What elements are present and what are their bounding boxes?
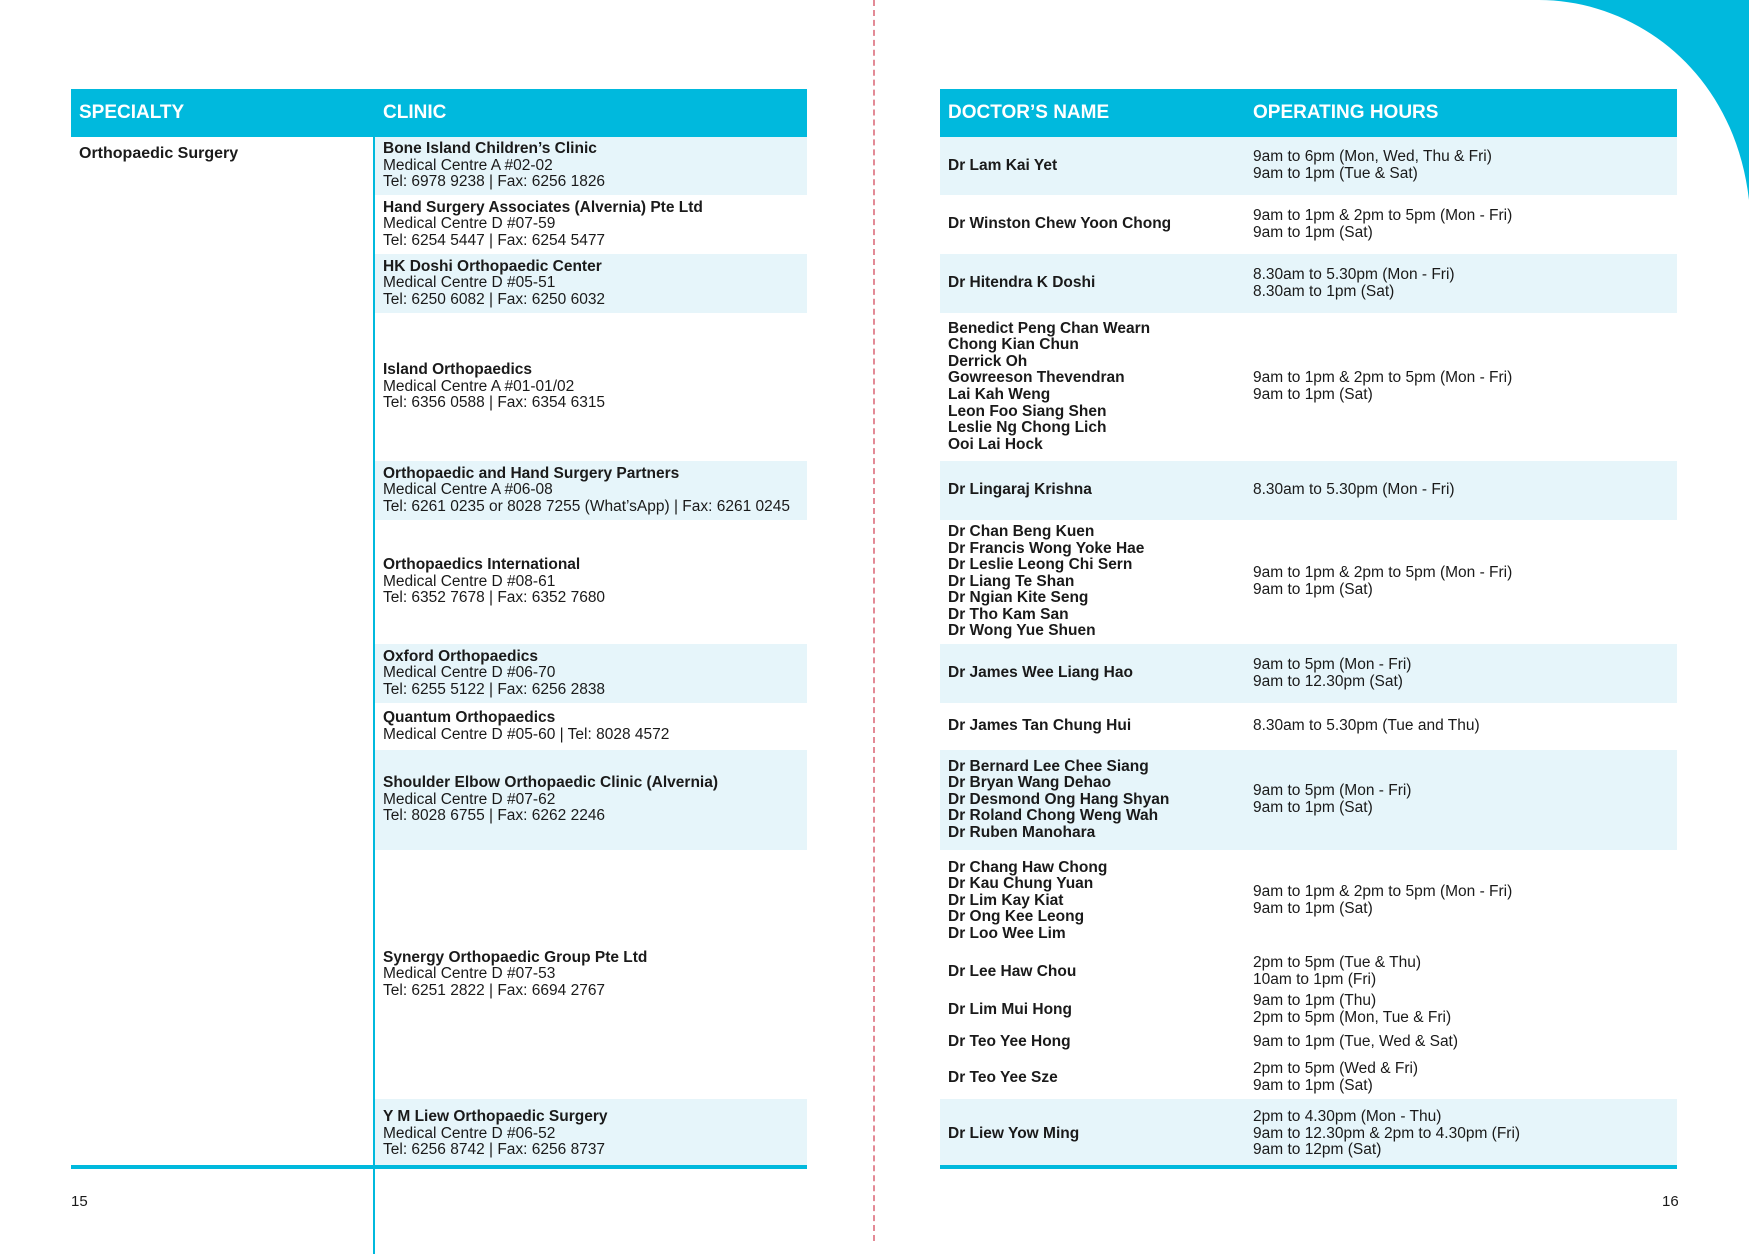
doctor-row [940,313,1677,461]
doctor-name: Dr Bernard Lee Chee Siang [948,757,1149,775]
doctor-name: Dr Liew Yow Ming [948,1124,1080,1142]
operating-hours-line: 9am to 12.30pm & 2pm to 4.30pm (Fri) [1253,1124,1521,1142]
operating-hours-line: 9am to 1pm (Tue & Sat) [1253,165,1418,182]
doctor-row [940,850,1677,952]
doctor-name: Leon Foo Siang Shen [948,402,1107,420]
operating-hours-line: 9am to 12.30pm (Sat) [1253,672,1403,690]
doctor-name-header: DOCTOR’S NAME [948,102,1110,123]
operating-hours-line: 9am to 6pm (Mon, Wed, Thu & Fri) [1253,148,1492,166]
doctor-name: Dr Lingaraj Krishna [948,481,1092,499]
clinic-address: Medical Centre D #06-70 [383,664,556,682]
doctor-names-cell [940,137,1245,195]
specialty-name: Orthopaedic Surgery [79,145,239,162]
clinic-address: Medical Centre D #07-53 [383,965,556,983]
doctor-row [940,1028,1677,1057]
doctor-row [940,1099,1677,1169]
doctor-name: Dr Tho Kam San [948,605,1069,623]
doctor-name: Dr Leslie Leong Chi Sern [948,556,1133,574]
operating-hours-cell [1245,520,1677,644]
right-table-header [940,89,1677,137]
operating-hours-line: 8.30am to 5.30pm (Mon - Fri) [1253,481,1455,499]
doctor-row [940,195,1677,254]
clinic-address: Medical Centre D #07-62 [383,790,556,808]
doctor-row [940,520,1677,644]
doctor-row [940,952,1677,992]
clinic-name: Bone Island Children’s Clinic [383,140,597,158]
doctor-name: Lai Kah Weng [948,386,1051,403]
operating-hours-line: 2pm to 4.30pm (Mon - Thu) [1253,1108,1442,1126]
clinic-address: Medical Centre D #05-51 [383,274,556,292]
doctor-names-cell [940,644,1245,703]
doctor-names-cell [940,313,1245,461]
clinic-address: Medical Centre D #07-59 [383,215,556,233]
doctor-name: Dr Liang Te Shan [948,572,1075,590]
doctor-name: Dr Chang Haw Chong [948,858,1108,876]
clinic-contact: Tel: 8028 6755 | Fax: 6262 2246 [383,807,606,825]
doctor-name: Dr Ngian Kite Seng [948,589,1089,607]
doctor-row [940,137,1677,195]
clinic-row [375,137,807,195]
clinic-row [375,1099,807,1169]
clinic-name: Y M Liew Orthopaedic Surgery [383,1108,608,1126]
doctor-name: Dr Chan Beng Kuen [948,522,1095,540]
operating-hours-cell [1245,313,1677,461]
operating-hours-line: 8.30am to 5.30pm (Tue and Thu) [1253,717,1480,735]
clinic-row [375,313,807,461]
doctor-name: Dr Lim Mui Hong [948,1000,1072,1018]
page-number-right: 16 [1662,1193,1679,1210]
left-bottom-rule [71,1165,807,1169]
clinic-row [375,750,807,850]
operating-hours-line: 2pm to 5pm (Mon, Tue & Fri) [1253,1009,1452,1026]
clinic-row [375,254,807,313]
operating-hours-cell [1245,137,1677,195]
clinic-contact: Tel: 6352 7678 | Fax: 6352 7680 [383,589,606,607]
operating-hours-line: 9am to 5pm (Mon - Fri) [1253,782,1412,800]
doctor-row [940,703,1677,750]
operating-hours-line: 9am to 12pm (Sat) [1253,1141,1382,1159]
left-table-header [71,89,807,137]
clinic-contact: Tel: 6255 5122 | Fax: 6256 2838 [383,680,606,698]
doctor-rows [940,137,1677,1169]
doctor-row [940,1057,1677,1099]
doctor-name: Dr Francis Wong Yoke Hae [948,539,1145,557]
doctor-names-cell [940,992,1245,1028]
doctor-name: Dr James Tan Chung Hui [948,717,1132,735]
doctor-names-cell [940,1028,1245,1057]
operating-hours-line: 9am to 1pm & 2pm to 5pm (Mon - Fri) [1253,206,1513,224]
doctor-names-cell [940,952,1245,992]
operating-hours-cell [1245,703,1677,750]
clinic-contact: Tel: 6250 6082 | Fax: 6250 6032 [383,290,606,308]
operating-hours-line: 9am to 5pm (Mon - Fri) [1253,655,1412,673]
doctor-name: Dr Lee Haw Chou [948,962,1077,980]
operating-hours-cell [1245,461,1677,520]
clinic-contact: Tel: 6254 5447 | Fax: 6254 5477 [383,231,606,249]
doctor-name: Chong Kian Chun [948,336,1079,354]
clinic-column [375,137,807,1169]
doctor-name: Dr Loo Wee Lim [948,924,1066,942]
clinic-address: Medical Centre A #06-08 [383,481,553,499]
doctor-name: Ooi Lai Hock [948,435,1043,453]
operating-hours-line: 10am to 1pm (Fri) [1253,971,1377,988]
operating-hours-line: 9am to 1pm (Sat) [1253,1077,1373,1094]
page-number-left: 15 [71,1193,88,1210]
right-bottom-rule [940,1165,1677,1169]
clinic-name: Oxford Orthopaedics [383,647,539,665]
clinic-name: Island Orthopaedics [383,361,533,379]
left-page-table [71,89,807,1210]
doctor-name: Dr Wong Yue Shuen [948,622,1096,640]
doctor-name: Dr Bryan Wang Dehao [948,774,1112,792]
specialty-column [71,137,375,1254]
doctor-names-cell [940,1057,1245,1099]
operating-hours-cell [1245,644,1677,703]
clinic-name: Hand Surgery Associates (Alvernia) Pte Ltd [383,198,703,216]
doctor-name: Dr Lim Kay Kiat [948,891,1064,909]
doctor-row [940,254,1677,313]
doctor-name: Dr Desmond Ong Hang Shyan [948,790,1170,808]
doctor-names-cell [940,750,1245,850]
clinic-row [375,195,807,254]
doctor-name: Derrick Oh [948,352,1028,370]
operating-hours-line: 2pm to 5pm (Tue & Thu) [1253,954,1421,972]
clinic-name: Orthopaedic and Hand Surgery Partners [383,464,680,482]
clinic-name: Shoulder Elbow Orthopaedic Clinic (Alvernia) [383,774,719,792]
clinic-address: Medical Centre D #08-61 [383,572,556,590]
operating-hours-line: 9am to 1pm (Sat) [1253,386,1373,403]
operating-hours-cell [1245,1057,1677,1099]
specialty-header: SPECIALTY [79,102,185,123]
clinic-address: Medical Centre A #01-01/02 [383,377,575,395]
operating-hours-line: 9am to 1pm (Sat) [1253,581,1373,598]
doctor-name: Dr Teo Yee Sze [948,1068,1058,1086]
page-divider [873,0,875,1241]
operating-hours-line: 9am to 1pm (Sat) [1253,799,1373,816]
operating-hours-line: 8.30am to 1pm (Sat) [1253,282,1395,300]
operating-hours-line: 9am to 1pm (Thu) [1253,992,1377,1010]
operating-hours-cell [1245,850,1677,952]
clinic-name: Synergy Orthopaedic Group Pte Ltd [383,948,648,966]
right-page-table [940,89,1677,1210]
operating-hours-cell [1245,195,1677,254]
doctor-name: Dr Lam Kai Yet [948,156,1058,174]
clinic-address: Medical Centre D #05-60 | Tel: 8028 4572 [383,725,670,743]
operating-hours-line: 9am to 1pm & 2pm to 5pm (Mon - Fri) [1253,564,1513,582]
clinic-row [375,644,807,703]
doctor-name: Dr Ruben Manohara [948,823,1096,841]
operating-hours-line: 9am to 1pm & 2pm to 5pm (Mon - Fri) [1253,369,1513,387]
clinic-row [375,520,807,644]
doctor-name: Dr Kau Chung Yuan [948,875,1094,893]
doctor-name: Benedict Peng Chan Wearn [948,319,1151,337]
clinic-contact: Tel: 6978 9238 | Fax: 6256 1826 [383,173,606,191]
operating-hours-line: 9am to 1pm (Sat) [1253,223,1373,241]
operating-hours-cell [1245,750,1677,850]
clinic-header: CLINIC [383,102,447,123]
doctor-names-cell [940,254,1245,313]
operating-hours-cell [1245,992,1677,1028]
doctor-name: Gowreeson Thevendran [948,369,1125,387]
doctor-names-cell [940,703,1245,750]
doctor-name: Leslie Ng Chong Lich [948,419,1107,437]
clinic-name: HK Doshi Orthopaedic Center [383,257,602,275]
operating-hours-line: 9am to 1pm (Tue, Wed & Sat) [1253,1033,1459,1051]
clinic-address: Medical Centre D #06-52 [383,1124,556,1142]
doctor-row [940,750,1677,850]
doctor-names-cell [940,850,1245,952]
doctor-name: Dr Winston Chew Yoon Chong [948,215,1172,233]
doctor-names-cell [940,195,1245,254]
operating-hours-line: 9am to 1pm & 2pm to 5pm (Mon - Fri) [1253,883,1513,901]
doctor-row [940,461,1677,520]
clinic-row [375,703,807,750]
clinic-contact: Tel: 6256 8742 | Fax: 6256 8737 [383,1141,606,1159]
clinic-name: Quantum Orthopaedics [383,708,556,726]
clinic-name: Orthopaedics International [383,556,581,574]
operating-hours-cell [1245,1099,1677,1169]
operating-hours-cell [1245,254,1677,313]
clinic-row [375,461,807,520]
operating-hours-line: 8.30am to 5.30pm (Mon - Fri) [1253,265,1455,283]
operating-hours-line: 9am to 1pm (Sat) [1253,900,1373,917]
operating-hours-header: OPERATING HOURS [1253,102,1439,123]
operating-hours-cell [1245,1028,1677,1057]
clinic-contact: Tel: 6356 0588 | Fax: 6354 6315 [383,394,606,412]
doctor-name: Dr Teo Yee Hong [948,1033,1071,1051]
clinic-contact: Tel: 6261 0235 or 8028 7255 (What’sApp) | Fax: 6261 0245 [383,497,791,515]
clinic-row [375,850,807,1099]
doctor-names-cell [940,461,1245,520]
operating-hours-cell [1245,952,1677,992]
clinic-address: Medical Centre A #02-02 [383,156,553,174]
doctor-row [940,992,1677,1028]
doctor-names-cell [940,1099,1245,1169]
doctor-name: Dr Hitendra K Doshi [948,274,1096,292]
doctor-names-cell [940,520,1245,644]
doctor-name: Dr Ong Kee Leong [948,908,1085,926]
doctor-row [940,644,1677,703]
clinic-contact: Tel: 6251 2822 | Fax: 6694 2767 [383,981,606,999]
operating-hours-line: 2pm to 5pm (Wed & Fri) [1253,1060,1419,1078]
doctor-name: Dr Roland Chong Weng Wah [948,807,1159,825]
doctor-name: Dr James Wee Liang Hao [948,664,1133,682]
